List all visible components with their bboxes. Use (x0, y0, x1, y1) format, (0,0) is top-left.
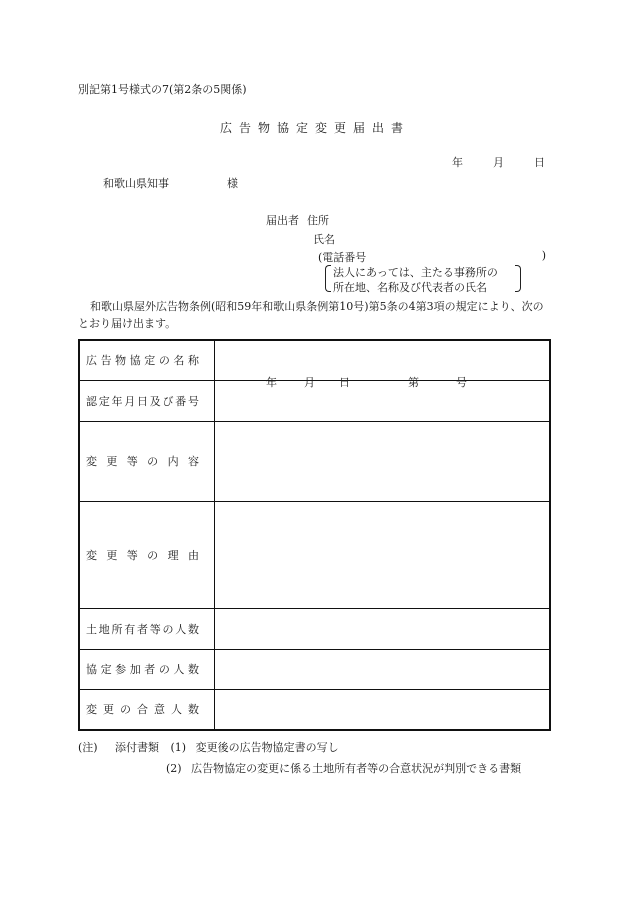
phone-close-paren: ) (541, 249, 546, 262)
row-label-text (86, 701, 200, 717)
row-label-char: の (162, 622, 175, 636)
row-label-char: 認 (86, 394, 98, 408)
applicant-address-row (266, 212, 329, 228)
row-label-text (86, 621, 200, 637)
addressee-honorific: 様 (227, 177, 238, 190)
row-label-char: 称 (187, 354, 200, 368)
form-reference: 別記第1号様式の7(第2条の5関係) (78, 83, 247, 96)
row-label-char: 数 (187, 663, 200, 676)
row-label-char: 内 (167, 455, 180, 468)
row-label-char: 参 (115, 663, 128, 676)
date-day-label: 日 (534, 156, 545, 169)
row-label-participant-count (79, 649, 215, 689)
row-label-text (86, 547, 200, 563)
row-label-char: の (120, 703, 132, 717)
row-label-char: 年 (111, 394, 124, 408)
row-label-char: 定 (144, 354, 157, 368)
document-title: 広告物協定変更届出書 (219, 121, 410, 135)
row-label-char: 人 (171, 703, 183, 717)
row-label-char: 由 (187, 548, 200, 562)
row-label-text (86, 453, 200, 469)
row-label-char: 所 (111, 622, 124, 636)
row-label-char: 土 (86, 622, 98, 636)
submission-date (452, 154, 545, 170)
landowner-count-field[interactable] (215, 608, 551, 649)
row-label-char: の (147, 548, 160, 562)
note-prefix: (注) (78, 741, 98, 754)
row-label-consent-count (79, 689, 215, 730)
row-label-char: 理 (167, 548, 180, 562)
certification-date-field[interactable] (215, 375, 551, 421)
row-label-agreement-name (79, 340, 215, 380)
row-label-char: 人 (173, 663, 186, 676)
phone-label: (電話番号 (318, 251, 367, 264)
date-year-label: 年 (452, 156, 463, 169)
row-label-char: 及 (149, 394, 162, 408)
row-label-char: 地 (98, 622, 111, 636)
row-label-char: 人 (175, 622, 188, 636)
row-label-char: の (158, 354, 171, 368)
consent-count-field[interactable] (215, 689, 551, 730)
agreement-name-field[interactable] (215, 340, 551, 380)
table-row (79, 380, 550, 421)
note-category: 添付書類 (115, 741, 159, 754)
name-label: 氏名 (313, 233, 335, 246)
note-item-1-number: (1) (170, 741, 187, 754)
table-row (79, 649, 550, 689)
row-label-char: 更 (103, 703, 115, 717)
row-label-char: 月 (124, 394, 137, 408)
row-label-char: 定 (98, 394, 111, 408)
row-label-char: 協 (86, 663, 98, 676)
row-label-char: 更 (106, 455, 119, 468)
note-item-1-text: 変更後の広告物協定書の写し (195, 741, 339, 754)
row-label-char: 等 (126, 455, 139, 468)
row-label-char: び (162, 394, 175, 408)
row-label-char: 加 (129, 663, 142, 676)
applicant-label: 届出者 (266, 214, 299, 227)
notification-table (78, 339, 551, 731)
row-label-char: 定 (100, 663, 113, 676)
row-label-char: 合 (137, 703, 149, 717)
row-label-char: 告 (100, 354, 113, 368)
row-label-change-reason (79, 501, 215, 608)
table-row (79, 421, 550, 501)
cert-day-label: 日 (339, 375, 350, 389)
row-label-char: 有 (124, 622, 137, 636)
cert-year-label: 年 (266, 375, 277, 389)
address-label: 住所 (307, 214, 329, 227)
corporation-note-line1: 法人にあっては、主たる事務所の (333, 266, 498, 279)
change-reason-field[interactable] (215, 501, 551, 608)
row-label-char: 協 (129, 354, 142, 368)
cert-number-suffix: 号 (456, 375, 467, 389)
table-row (79, 689, 550, 730)
phone-row (318, 249, 546, 265)
note-item-2-number: (2) (166, 762, 182, 775)
addressee (103, 175, 238, 191)
note-item-2-text: 広告物協定の変更に係る土地所有者等の合意状況が判別できる書類 (191, 762, 522, 775)
row-label-char: 変 (86, 455, 98, 468)
row-label-char: 意 (154, 703, 166, 717)
row-label-char: 広 (86, 354, 98, 368)
right-brace (515, 265, 521, 292)
row-label-char: 変 (86, 703, 98, 717)
addressee-name: 和歌山県知事 (103, 177, 169, 190)
row-label-text (86, 352, 200, 368)
table-row (79, 501, 550, 608)
row-label-char: の (158, 663, 171, 676)
cert-month-label: 月 (304, 375, 315, 389)
change-content-field[interactable] (215, 421, 551, 501)
note-item-1 (78, 739, 339, 755)
row-label-text (86, 393, 200, 409)
row-label-char: 号 (188, 394, 200, 408)
note-item-2 (166, 760, 521, 776)
cert-number-prefix: 第 (408, 375, 419, 389)
row-label-char: 等 (149, 622, 162, 636)
row-label-char: 変 (86, 548, 98, 562)
corporation-note (327, 264, 521, 294)
row-label-char: 者 (144, 663, 157, 676)
row-label-char: 者 (137, 622, 149, 636)
date-month-label: 月 (493, 156, 504, 169)
row-label-char: 等 (126, 548, 139, 562)
row-label-char: 物 (115, 354, 128, 368)
row-label-char: 容 (187, 455, 200, 468)
left-brace (325, 265, 331, 292)
row-label-char: 日 (137, 394, 149, 408)
row-label-text (86, 661, 200, 677)
row-label-change-content (79, 421, 215, 501)
row-label-landowner-count (79, 608, 215, 649)
row-label-char: 更 (106, 548, 119, 562)
table-row (79, 608, 550, 649)
row-label-char: 名 (173, 354, 186, 368)
row-label-char: 数 (188, 703, 200, 717)
body-text: 和歌山県屋外広告物条例(昭和59年和歌山県条例第10号)第5条の4第3項の規定により、次のとおり届け出ます。 (78, 300, 544, 330)
row-label-char: の (147, 455, 160, 468)
participant-count-field[interactable] (215, 649, 551, 689)
row-label-char: 数 (188, 622, 200, 636)
row-label-char: 番 (175, 394, 188, 408)
row-label-certification-date (79, 380, 215, 421)
corporation-note-line2: 所在地、名称及び代表者の氏名 (333, 281, 487, 294)
